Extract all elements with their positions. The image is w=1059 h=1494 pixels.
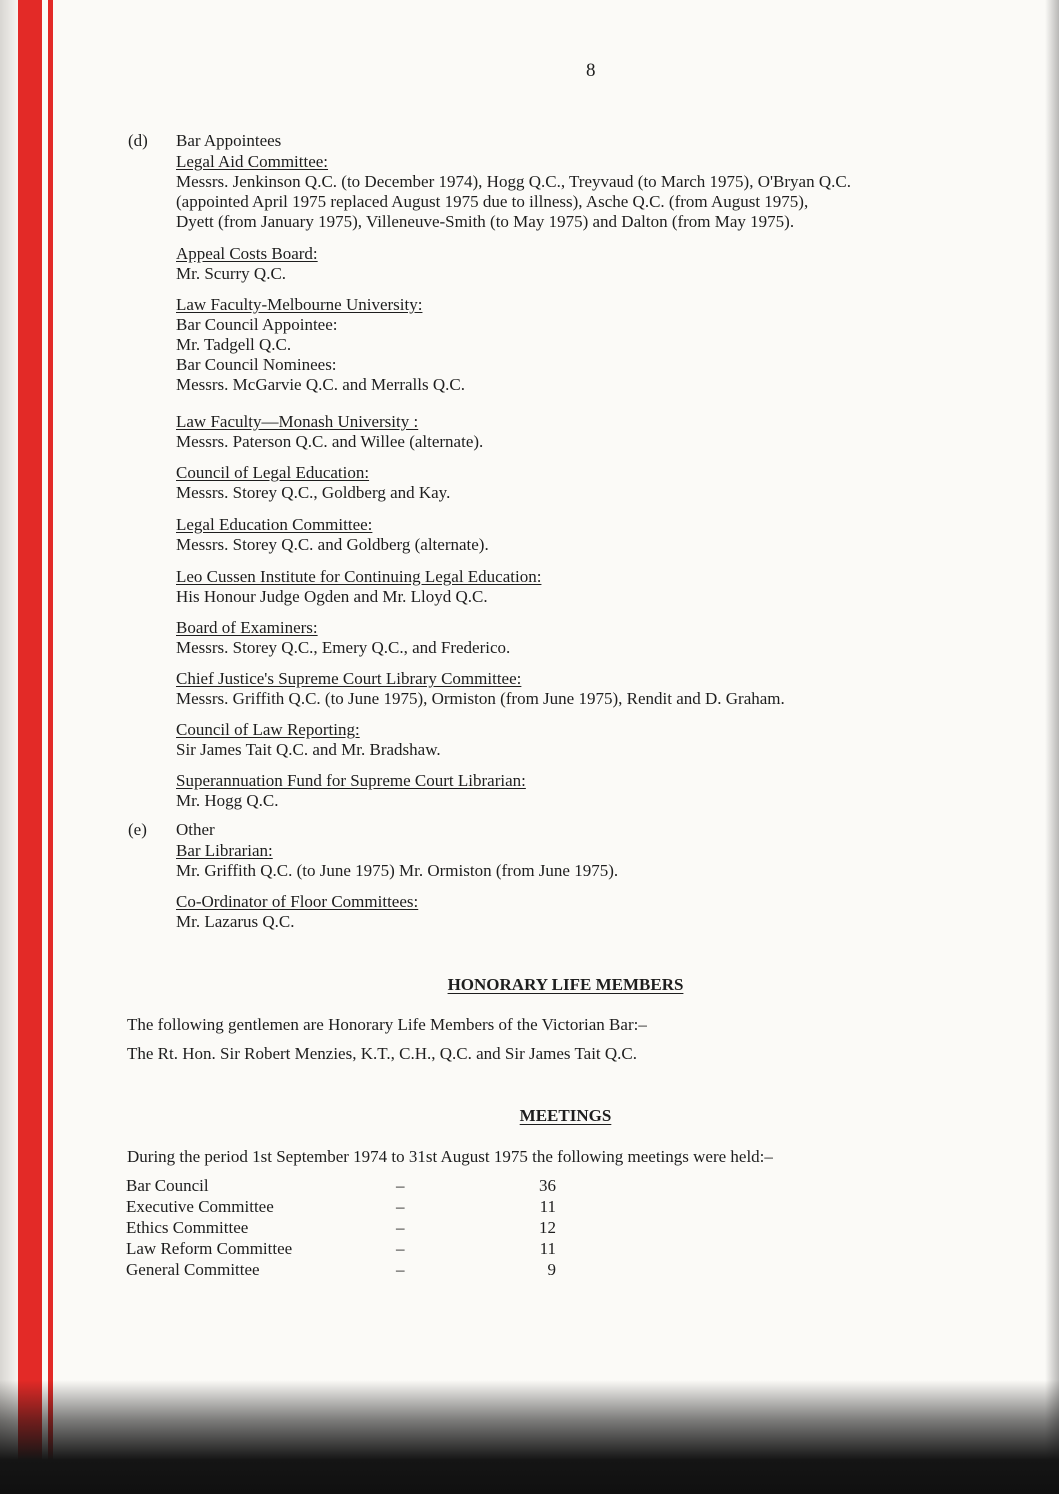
- entry-library-committee: [176, 669, 1016, 709]
- honorary-line-1: The following gentlemen are Honorary Life Members of the Victorian Bar:–: [127, 1015, 647, 1034]
- section-e-title: Other: [176, 820, 215, 839]
- entry-law-faculty-monash: [176, 412, 1016, 452]
- meeting-dash: –: [396, 1239, 405, 1258]
- section-d-title: Bar Appointees: [176, 131, 282, 150]
- meeting-name: Law Reform Committee: [126, 1239, 293, 1258]
- page-left-edge: [0, 0, 18, 1494]
- honorary-heading: HONORARY LIFE MEMBERS: [447, 975, 684, 994]
- entry-line: Mr. Scurry Q.C.: [176, 264, 287, 283]
- meeting-dash: –: [396, 1218, 405, 1237]
- entry-law-reporting: [176, 720, 1016, 760]
- entry-line: Messrs. Paterson Q.C. and Willee (alternate).: [176, 432, 484, 451]
- meeting-name: Executive Committee: [126, 1197, 274, 1216]
- table-row: [126, 1217, 556, 1238]
- entry-board-examiners: [176, 618, 1016, 658]
- page-number: 8: [586, 60, 596, 81]
- meeting-dash: –: [396, 1176, 405, 1195]
- red-binding-line: [48, 0, 53, 1494]
- section-d-marker: (d): [128, 131, 148, 150]
- table-row: [126, 1175, 556, 1196]
- entry-legal-aid: [176, 152, 1016, 232]
- meeting-count: 11: [539, 1239, 556, 1258]
- entry-leo-cussen: [176, 567, 1016, 607]
- entry-line: Sir James Tait Q.C. and Mr. Bradshaw.: [176, 740, 441, 759]
- entry-line: (appointed April 1975 replaced August 1975 due to illness), Asche Q.C. (from August 1975),: [176, 192, 809, 211]
- entry-line: Bar Council Appointee:: [176, 315, 338, 334]
- entry-heading: Legal Education Committee:: [176, 515, 373, 534]
- entry-line: Mr. Tadgell Q.C.: [176, 335, 292, 354]
- meetings-intro: During the period 1st September 1974 to 31st August 1975 the following meetings were held:–: [127, 1147, 773, 1166]
- entry-heading: Appeal Costs Board:: [176, 244, 318, 263]
- entry-line: Messrs. Storey Q.C. and Goldberg (alternate).: [176, 535, 489, 554]
- entry-heading: Council of Law Reporting:: [176, 720, 360, 739]
- table-row: [126, 1196, 556, 1217]
- meeting-name: General Committee: [126, 1260, 260, 1279]
- table-row: [126, 1259, 556, 1280]
- page-right-shadow: [1045, 0, 1059, 1494]
- meeting-dash: –: [396, 1260, 405, 1279]
- meeting-name: Ethics Committee: [126, 1218, 249, 1237]
- entry-line: Mr. Hogg Q.C.: [176, 791, 279, 810]
- entry-heading: Leo Cussen Institute for Continuing Legal Education:: [176, 567, 542, 586]
- meetings-table: [126, 1175, 556, 1280]
- scan-bottom-shadow: [0, 1380, 1059, 1494]
- honorary-line-2: The Rt. Hon. Sir Robert Menzies, K.T., C.H., Q.C. and Sir James Tait Q.C.: [127, 1044, 638, 1063]
- entry-line: His Honour Judge Ogden and Mr. Lloyd Q.C.: [176, 587, 488, 606]
- meeting-count: 36: [539, 1176, 556, 1195]
- entry-line: Messrs. Storey Q.C., Goldberg and Kay.: [176, 483, 451, 502]
- meeting-count: 9: [547, 1260, 556, 1279]
- red-binding-strip: [18, 0, 42, 1494]
- entry-line: Messrs. Jenkinson Q.C. (to December 1974), Hogg Q.C., Treyvaud (to March 1975), O'Bryan Q.C.: [176, 172, 851, 191]
- entry-bar-librarian: [176, 841, 1016, 881]
- meeting-count: 12: [539, 1218, 556, 1237]
- entry-line: Messrs. Storey Q.C., Emery Q.C., and Frederico.: [176, 638, 511, 657]
- meeting-count: 11: [539, 1197, 556, 1216]
- entry-heading: Law Faculty—Monash University :: [176, 412, 419, 431]
- entry-council-legal-education: [176, 463, 1016, 503]
- meetings-heading: MEETINGS: [519, 1106, 612, 1125]
- entry-heading: Chief Justice's Supreme Court Library Committee:: [176, 669, 522, 688]
- meeting-name: Bar Council: [126, 1176, 209, 1195]
- entry-heading: Board of Examiners:: [176, 618, 318, 637]
- meeting-dash: –: [396, 1197, 405, 1216]
- section-e-marker: (e): [128, 820, 147, 839]
- entry-heading: Law Faculty-Melbourne University:: [176, 295, 423, 314]
- entry-line: Bar Council Nominees:: [176, 355, 337, 374]
- entry-floor-committees: [176, 892, 1016, 932]
- entry-law-faculty-melbourne: [176, 295, 1016, 395]
- entry-heading: Co-Ordinator of Floor Committees:: [176, 892, 419, 911]
- entry-line: Mr. Lazarus Q.C.: [176, 912, 295, 931]
- entry-legal-education-committee: [176, 515, 1016, 555]
- table-row: [126, 1238, 556, 1259]
- entry-line: Dyett (from January 1975), Villeneuve-Smith (to May 1975) and Dalton (from May 1975).: [176, 212, 795, 231]
- entry-line: Messrs. Griffith Q.C. (to June 1975), Ormiston (from June 1975), Rendit and D. Graham.: [176, 689, 785, 708]
- entry-heading: Bar Librarian:: [176, 841, 273, 860]
- entry-line: Mr. Griffith Q.C. (to June 1975) Mr. Ormiston (from June 1975).: [176, 861, 619, 880]
- entry-appeal-costs: [176, 244, 1016, 284]
- entry-heading: Superannuation Fund for Supreme Court Librarian:: [176, 771, 526, 790]
- entry-line: Messrs. McGarvie Q.C. and Merralls Q.C.: [176, 375, 465, 394]
- entry-superannuation: [176, 771, 1016, 811]
- entry-heading: Council of Legal Education:: [176, 463, 370, 482]
- entry-heading: Legal Aid Committee:: [176, 152, 329, 171]
